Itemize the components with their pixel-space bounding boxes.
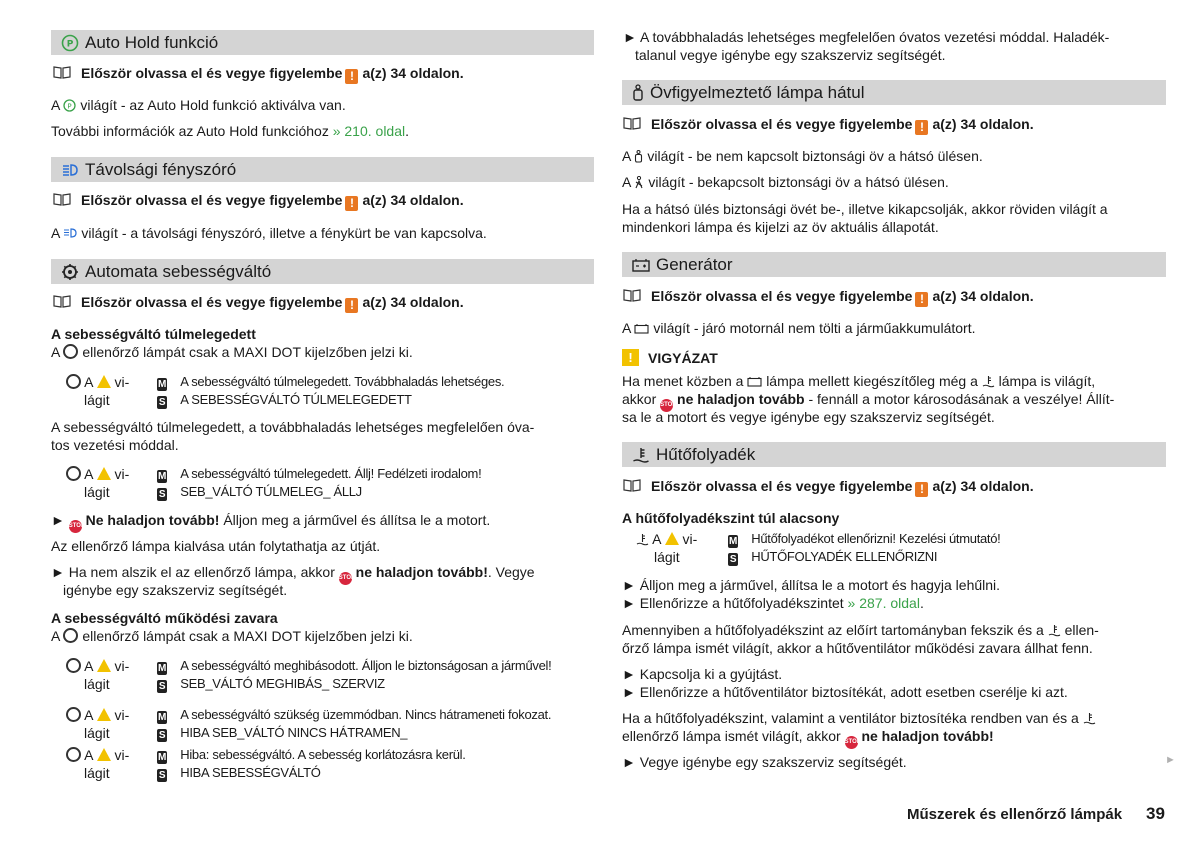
warning-caution-icon: ! bbox=[622, 349, 639, 366]
coolant-small-icon bbox=[1083, 710, 1096, 726]
caution-line1: Ha menet közben a lámpa mellett kiegészítőleg még a lámpa is világít, bbox=[622, 373, 1096, 389]
subheading: A sebességváltó működési zavara bbox=[51, 610, 278, 626]
segment-display-s-icon: S bbox=[158, 681, 166, 692]
bullet-item-cont: talanul vegye igénybe egy szakszerviz segítségét. bbox=[635, 47, 946, 63]
segment-display-s-icon: S bbox=[158, 770, 166, 781]
coolant-small-icon bbox=[1048, 622, 1061, 638]
msg-m: M A sebességváltó túlmelegedett. Továbbhaladás lehetséges. bbox=[157, 374, 505, 390]
section-header-autohold bbox=[51, 30, 594, 55]
bullet-item: ► Kapcsolja ki a gyújtást. bbox=[622, 666, 783, 682]
generator-line1: A világít - járó motornál nem tölti a járműakkumulátort. bbox=[622, 320, 976, 336]
warning-triangle-icon bbox=[665, 532, 679, 545]
warning-triangle-icon bbox=[97, 467, 111, 480]
bullet-item: ► Vegye igénybe egy szakszerviz segítségét. bbox=[622, 754, 907, 770]
warning-exclamation-icon: ! bbox=[345, 298, 358, 313]
section-title: Auto Hold funkció bbox=[85, 32, 219, 52]
bullet-item: ► Ellenőrizze a hűtőfolyadékszintet » 287. oldal. bbox=[622, 595, 924, 611]
gearbox-small-icon bbox=[66, 747, 81, 762]
maxi-dot-note: A ellenőrző lámpát csak a MAXI DOT kijelzőben jelzi ki. bbox=[51, 628, 413, 644]
bullet-item: ► Álljon meg a járművel, állítsa le a motort és hagyja lehűlni. bbox=[622, 577, 1001, 593]
msg-s: S HIBA SEBESSÉGVÁLTÓ bbox=[158, 765, 321, 781]
battery-small-icon bbox=[747, 373, 762, 389]
light-label: A vi- bbox=[66, 706, 129, 724]
seatbelt-rear-icon bbox=[632, 84, 644, 102]
segment-display-s-icon: S bbox=[158, 730, 166, 741]
high-beam-icon bbox=[61, 161, 79, 179]
subheading: A hűtőfolyadékszint túl alacsony bbox=[622, 510, 840, 526]
warning-triangle-icon bbox=[97, 708, 111, 721]
msg-s: S SEB_VÁLTÓ MEGHIBÁS_ SZERVIZ bbox=[158, 676, 385, 692]
battery-small-icon bbox=[634, 320, 649, 336]
autohold-icon bbox=[61, 34, 79, 52]
paragraph: Az ellenőrző lámpa kialvása után folytathatja az útját. bbox=[51, 538, 381, 554]
autohold-line1: A P világít - az Auto Hold funkció aktiválva van. bbox=[51, 97, 346, 113]
paragraph: őrző lámpa ismét világít, akkor a hűtőventilátor működési zavara állhat fenn. bbox=[622, 640, 1093, 656]
coolant-icon bbox=[632, 446, 650, 464]
paragraph: ellenőrző lámpa ismét világít, akkor STOP ne haladjon tovább! bbox=[622, 727, 994, 749]
read-first-note: Először olvassa el és vegye figyelembe ! a(z) 34 oldalon. bbox=[623, 287, 1034, 307]
section-header-tavolsagi bbox=[51, 157, 594, 182]
book-icon bbox=[623, 478, 641, 491]
light-label: A vi- bbox=[636, 530, 697, 548]
stop-icon: STOP bbox=[69, 520, 82, 533]
gearbox-small-icon bbox=[66, 658, 81, 673]
read-first-note: Először olvassa el és vegye figyelembe ! a(z) 34 oldalon. bbox=[53, 293, 464, 313]
caution-line3: sa le a motort és vegye igénybe egy szakszerviz segítségét. bbox=[622, 409, 995, 425]
maxi-dot-m-icon: M bbox=[157, 712, 167, 723]
maxi-dot-m-icon: M bbox=[728, 536, 738, 547]
bullet-item: ► Ha nem alszik el az ellenőrző lámpa, akkor STOP ne haladjon tovább!. Vegye bbox=[51, 563, 535, 585]
light-label-cont: lágit bbox=[84, 392, 110, 408]
paragraph: mindenkori lámpa és kijelzi az öv aktuális állapotát. bbox=[622, 219, 939, 235]
light-label-cont: lágit bbox=[84, 725, 110, 741]
book-icon bbox=[623, 288, 641, 301]
bullet-item-cont: igénybe egy szakszerviz segítségét. bbox=[63, 582, 288, 598]
stop-icon: STOP bbox=[660, 399, 673, 412]
page-number: 39 bbox=[1146, 804, 1165, 823]
page-link-210[interactable]: » 210. oldal bbox=[332, 123, 406, 139]
autohold-small-icon bbox=[63, 97, 76, 113]
subheading: A sebességváltó túlmelegedett bbox=[51, 326, 256, 342]
read-first-note: Először olvassa el és vegye figyelembe ! a(z) 34 oldalon. bbox=[623, 115, 1034, 135]
svg-text:P: P bbox=[66, 39, 74, 49]
msg-s: S HIBA SEB_VÁLTÓ NINCS HÁTRAMEN_ bbox=[158, 725, 408, 741]
autohold-line2: További információk az Auto Hold funkcióhoz » 210. oldal. bbox=[51, 123, 410, 139]
light-label: A vi- bbox=[66, 746, 129, 764]
warning-exclamation-icon: ! bbox=[915, 482, 928, 497]
warning-triangle-icon bbox=[97, 659, 111, 672]
warning-exclamation-icon: ! bbox=[345, 69, 358, 84]
segment-display-s-icon: S bbox=[158, 489, 166, 500]
maxi-dot-m-icon: M bbox=[157, 471, 167, 482]
stop-icon: STOP bbox=[339, 572, 352, 585]
maxi-dot-note: A ellenőrző lámpát csak a MAXI DOT kijelzőben jelzi ki. bbox=[51, 344, 413, 360]
caution-title: VIGYÁZAT bbox=[648, 350, 718, 366]
stop-instruction: ► STOP Ne haladjon tovább! Álljon meg a járművel és állítsa le a motort. bbox=[51, 511, 490, 533]
segment-display-s-icon: S bbox=[158, 397, 166, 408]
light-label-cont: lágit bbox=[654, 549, 680, 565]
gearbox-icon bbox=[61, 263, 79, 281]
coolant-small-icon bbox=[982, 373, 995, 389]
warning-exclamation-icon: ! bbox=[345, 196, 358, 211]
gearbox-small-icon bbox=[66, 374, 81, 389]
msg-m: M A sebességváltó túlmelegedett. Állj! Fedélzeti irodalom! bbox=[157, 466, 482, 482]
read-first-note: Először olvassa el és vegye figyelembe ! a(z) 34 oldalon. bbox=[623, 477, 1034, 497]
section-title: Automata sebességváltó bbox=[85, 261, 272, 281]
gearbox-small-icon bbox=[66, 707, 81, 722]
high-beam-small-icon bbox=[63, 225, 77, 241]
paragraph: Ha a hűtőfolyadékszint, valamint a ventilátor biztosítéka rendben van és a bbox=[622, 709, 1096, 727]
book-icon bbox=[623, 116, 641, 129]
continued-arrow-icon: ► bbox=[1165, 754, 1176, 766]
maxi-dot-m-icon: M bbox=[157, 379, 167, 390]
section-header-ov bbox=[622, 80, 1166, 105]
tavolsagi-line1: A világít - a távolsági fényszóró, illetve a fénykürt be van kapcsolva. bbox=[51, 225, 487, 241]
msg-m: M A sebességváltó meghibásodott. Álljon le biztonságosan a járművel! bbox=[157, 658, 552, 674]
light-label: A vi- bbox=[66, 657, 129, 675]
ov-line1: A világít - be nem kapcsolt biztonsági öv a hátsó ülésen. bbox=[622, 148, 983, 164]
warning-triangle-icon bbox=[97, 748, 111, 761]
warning-exclamation-icon: ! bbox=[915, 120, 928, 135]
seatbelt-on-icon bbox=[634, 174, 644, 190]
light-label-cont: lágit bbox=[84, 484, 110, 500]
maxi-dot-m-icon: M bbox=[157, 752, 167, 763]
segment-display-s-icon: S bbox=[729, 554, 737, 565]
light-label-cont: lágit bbox=[84, 765, 110, 781]
book-icon bbox=[53, 65, 71, 78]
paragraph: Amennyiben a hűtőfolyadékszint az előírt tartományban fekszik és a ellen- bbox=[622, 622, 1099, 638]
section-title: Hűtőfolyadék bbox=[656, 444, 756, 464]
ov-line2: A világít - bekapcsolt biztonsági öv a hátsó ülésen. bbox=[622, 174, 949, 190]
battery-icon bbox=[632, 256, 650, 274]
stop-icon: STOP bbox=[845, 736, 858, 749]
paragraph: A sebességváltó túlmelegedett, a továbbhaladás lehetséges megfelelően óva- bbox=[51, 419, 535, 435]
page-link-287[interactable]: » 287. oldal bbox=[847, 595, 920, 611]
section-title: Generátor bbox=[656, 254, 733, 274]
maxi-dot-m-icon: M bbox=[157, 663, 167, 674]
bullet-item: ► A továbbhaladás lehetséges megfelelően óvatos vezetési móddal. Haladék- bbox=[623, 29, 1110, 45]
light-label-cont: lágit bbox=[84, 676, 110, 692]
msg-s: S SEB_VÁLTÓ TÚLMELEG_ ÁLLJ bbox=[158, 484, 362, 500]
warning-exclamation-icon: ! bbox=[915, 292, 928, 307]
section-title: Övfigyelmeztető lámpa hátul bbox=[650, 82, 865, 102]
gearbox-small-icon bbox=[66, 466, 81, 481]
svg-text:P: P bbox=[67, 102, 73, 111]
msg-m: M A sebességváltó szükség üzemmódban. Nincs hátrameneti fokozat. bbox=[157, 707, 552, 723]
caution-line2: akkor STOP ne haladjon tovább - fennáll a motor károsodásának a veszélye! Állít- bbox=[622, 390, 1114, 412]
book-icon bbox=[53, 294, 71, 307]
paragraph: Ha a hátsó ülés biztonsági övét be-, illetve kikapcsolják, akkor röviden világít a bbox=[622, 201, 1108, 217]
coolant-small-icon bbox=[636, 531, 649, 547]
read-first-note: Először olvassa el és vegye figyelembe ! a(z) 34 oldalon. bbox=[53, 191, 464, 211]
section-header-automata bbox=[51, 259, 594, 284]
msg-s: S A SEBESSÉGVÁLTÓ TÚLMELEGEDETT bbox=[158, 392, 412, 408]
light-label: A vi- bbox=[66, 373, 129, 391]
msg-m: M Hiba: sebességváltó. A sebesség korlátozásra kerül. bbox=[157, 747, 466, 763]
gearbox-small-icon bbox=[63, 628, 78, 643]
gearbox-small-icon bbox=[63, 344, 78, 359]
bullet-item: ► Ellenőrizze a hűtőventilátor biztosítékát, adott esetben cserélje ki azt. bbox=[622, 684, 1068, 700]
warning-triangle-icon bbox=[97, 375, 111, 388]
footer-section-title: Műszerek és ellenőrző lámpák bbox=[907, 806, 1123, 823]
light-label: A vi- bbox=[66, 465, 129, 483]
section-header-generator bbox=[622, 252, 1166, 277]
section-header-huto bbox=[622, 442, 1166, 467]
paragraph: tos vezetési móddal. bbox=[51, 437, 179, 453]
book-icon bbox=[53, 192, 71, 205]
msg-m: M Hűtőfolyadékot ellenőrizni! Kezelési útmutató! bbox=[728, 531, 1001, 547]
read-first-note: Először olvassa el és vegye figyelembe ! a(z) 34 oldalon. bbox=[53, 64, 464, 84]
seatbelt-off-icon bbox=[634, 148, 643, 164]
section-title: Távolsági fényszóró bbox=[85, 159, 237, 179]
msg-s: S HŰTŐFOLYADÉK ELLENŐRIZNI bbox=[729, 549, 938, 565]
